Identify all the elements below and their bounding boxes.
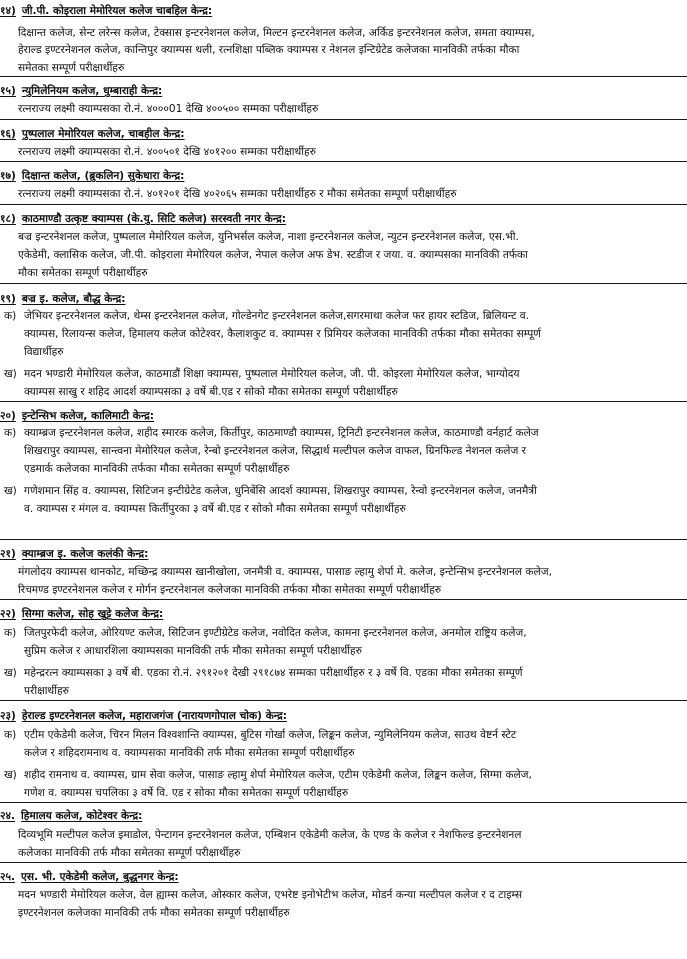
center-number: १८) <box>0 213 16 225</box>
sub-item-line: एटीम एकेडेमी कलेज, चिरन मिलन विश्वशान्ति क्याम्पस, बुटिस गोर्खा कलेज, लिङ्कन कलेज, न्युमिलेनियम कलेज, साउथ वेष्टर्न स्टेट <box>24 729 517 741</box>
sub-item-line: क्याम्ब्रज इन्टरनेशनल कलेज, शहीद स्मारक कलेज, किर्तीपुर, काठमाण्डौ क्याम्पस, ट्रिनिटी इन्टरनेशनल कलेज, काठमाण्डौ वर्नहार्ट कलेज <box>24 427 539 439</box>
center-heading <box>0 210 286 228</box>
center-number: २४. <box>0 810 16 822</box>
body-line: समेतका सम्पूर्ण परीक्षार्थीहरु <box>18 62 125 74</box>
sub-item-line: व. क्याम्पस र मंगल व. क्याम्पस किर्तीपुरका ३ वर्षे बी.एड र सोको मौका समेतका सम्पूर्ण परीक्षार्थीहरु <box>24 503 406 515</box>
sub-item-line: कलेज र शहिदरामनाथ व. क्याम्पसका मानविकी तर्फ मौका समेतका सम्पूर्ण परीक्षार्थीहरु <box>24 747 355 759</box>
center-number: २०) <box>0 410 16 422</box>
section-divider <box>0 802 687 803</box>
center-number: १४) <box>0 5 16 17</box>
body-line: रिचमण्ड इण्टरनेशनल कलेज र मोर्गन इन्टरनेशनल कलेजका मानविकी तर्फका मौका समेतका सम्पूर्ण परीक्षार्थीहरु <box>18 584 442 596</box>
section-divider <box>0 119 687 120</box>
center-name: पुष्पलाल मेमोरियल कलेज, चाबहील केन्द्र: <box>21 128 185 140</box>
section-divider <box>0 204 687 205</box>
sub-item-marker: क) <box>4 427 17 439</box>
section-divider <box>0 283 687 284</box>
body-line: रत्नराज्य लक्ष्मी क्याम्पसका रो.नं. ४००५०१ देखि ४०१२०० सम्मका परीक्षार्थीहरु <box>18 146 316 158</box>
center-heading <box>0 407 154 425</box>
center-name: हेराल्ड इण्टरनेशनल कलेज, महाराजगंज (नारायणगोपाल चोक) केन्द्र: <box>21 710 287 722</box>
sub-item-line: सुप्रिम कलेज र आधारशिला क्याम्पसका मानविकी तर्फ मौका समेतका सम्पूर्ण परीक्षार्थीहरु <box>24 645 362 657</box>
center-name: सिग्मा कलेज, सोह खुट्टे कलेज केन्द्र: <box>21 608 164 620</box>
center-heading <box>0 290 126 308</box>
body-line: रत्नराज्य लक्ष्मी क्याम्पसका रो.नं. ४०१२०१ देखि ४०२०६५ सम्मका परीक्षार्थीहरु र मौका समेतका सम्पूर्ण परीक्षार्थीहरु <box>18 188 457 200</box>
sub-item-line: शहीद रामनाथ व. क्याम्पस, ग्राम सेवा कलेज, पासाङ ल्हामु शेर्पा मेमोरियल कलेज, एटीम एकेडेमी कलेज, लिङ्कन कलेज, सिग्मा कलेज, <box>24 769 532 781</box>
center-heading <box>0 707 287 725</box>
center-number: १६) <box>0 128 16 140</box>
center-number: २५. <box>0 871 16 883</box>
center-number: १७) <box>0 170 16 182</box>
sub-item-marker: क) <box>4 310 17 322</box>
body-line: बज्र इन्टरनेशनल कलेज, पुष्पलाल मेमोरियल कलेज, युनिभर्सल कलेज, नाशा इन्टरनेशनल कलेज, न्युटन इन्टरनेशनल कलेज, एस.भी. <box>18 231 519 243</box>
center-heading <box>0 807 142 825</box>
body-line: एकेडेमी, क्लासिक कलेज, जी.पी. कोइराला मेमोरियल कलेज, नेपाल कलेज अफ डेभ. स्टडीज र जया. व. क्याम्पसका मानविकी तर्फका <box>18 249 528 261</box>
sub-item-marker: क) <box>4 729 17 741</box>
body-line: मौका समेतका सम्पूर्ण परीक्षार्थीहरु <box>18 267 148 279</box>
sub-item-line: महेन्द्ररत्न क्याम्पसका ३ वर्षे बी. एडका रो.नं. २९१२०१ देखी २९१८७४ सम्मका परीक्षार्थीहरु र ३ वर्षे वि. एडका मौका समेतका सम्पूर्ण <box>24 667 523 679</box>
body-line: हेराल्ड इण्टरनेशनल कलेज, कान्तिपुर क्याम्पस थली, रत्नशिक्षा पब्लिक क्याम्पस र नेशनल इन्टिग्रेटेड कलेजका मानविकी तर्फका मौका <box>18 44 520 56</box>
body-line: मंगलोदय क्याम्पस थानकोट, मच्छिन्द्र क्याम्पस खानीखोला, जनमैत्री व. क्याम्पस, पासाङ ल्हामु शेर्पा मे. कलेज, इन्टेन्सिभ इन्टरनेशनल कलेज, <box>18 566 552 578</box>
sub-item-line: मदन भण्डारी मेमोरियल कलेज, काठमाडौं शिक्षा क्याम्पस, पुष्पलाल मेमोरियल कलेज, जी. पी. कोइरला मेमोरियल कलेज, भाग्योदय <box>24 368 520 380</box>
body-line: दिक्षान्त कलेज, सेन्ट लरेन्स कलेज, टेक्सास इन्टरनेशनल कलेज, मिल्टन इन्टरनेशनल कलेज, अर्किड इन्टरनेशनल कलेज, समता क्याम्पस, <box>18 27 535 39</box>
sub-item-line: शिखरापुर क्याम्पस, सान्त्वना मेमोरियल कलेज, रेन्बो इन्टरनेशनल कलेज, सिद्धार्थ मल्टीपल कलेज वाफल, ग्रिनफिल्ड नेशनल कलेज र <box>24 445 527 457</box>
center-number: २२) <box>0 608 16 620</box>
sub-item-marker: ख) <box>4 485 17 497</box>
sub-item-marker: क) <box>4 627 17 639</box>
section-divider <box>0 700 687 701</box>
center-heading <box>0 82 162 100</box>
section-divider <box>0 599 687 600</box>
center-heading <box>0 167 184 185</box>
center-number: २३) <box>0 710 16 722</box>
center-number: १९) <box>0 293 16 305</box>
center-name: काठमाण्डौ उत्कृष्ट क्याम्पस (के.यु. सिटि कलेज) सरस्वती नगर केन्द्र: <box>21 213 286 225</box>
sub-item-line: जेभियर इन्टरनेशनल कलेज, थेम्स इन्टरनेशनल कलेज, गोल्डेनगेट इन्टरनेशनल कलेज,सगरमाथा कलेज फर हायर स्टडिज, ब्रिलियन्ट व. <box>24 310 530 322</box>
center-name: न्युमिलेनियम कलेज, धुम्बाराही केन्द्र: <box>21 85 163 97</box>
center-heading <box>0 545 148 563</box>
sub-item-line: गणेशमान सिंह व. क्याम्पस, सिटिजन इन्टीग्रेटेड कलेज, धुनिबेंसि आदर्श क्याम्पस, शिखरापुर क्याम्पस, रेन्वो इन्टरनेशनल कलेज, जनमैत्री <box>24 485 537 497</box>
center-name: इन्टेन्सिभ कलेज, कालिमाटी केन्द्र: <box>21 410 154 422</box>
center-name: हिमालय कलेज, कोटेश्वर केन्द्र: <box>21 810 143 822</box>
sub-item-line: विद्यार्थीहरु <box>24 346 64 358</box>
sub-item-line: परीक्षार्थीहरु <box>24 685 69 697</box>
sub-item-line: क्याम्पस, रिलायन्स कलेज, हिमालय कलेज कोटेश्वर, कैलाशकुट व. क्याम्पस र प्रिमियर कलेजका मानविकी तर्फका मौका समेतका सम्पूर्ण <box>24 328 541 340</box>
sub-item-line: गणेश व. क्याम्पस चपलिका ३ वर्षे वि. एड र सोका मौका समेतका सम्पूर्ण परीक्षार्थीहरु <box>24 787 349 799</box>
body-line: कलेजका मानविकी तर्फ मौका समेतका सम्पूर्ण परीक्षार्थीहरु <box>18 847 241 859</box>
sub-item-marker: ख) <box>4 769 17 781</box>
sub-item-line: क्याम्पस साखु र शहिद आदर्श क्याम्पसका ३ वर्षे बी.एड र सोको मौका समेतका सम्पूर्ण परीक्षार्थीहरु <box>24 386 398 398</box>
section-divider <box>0 161 687 162</box>
body-line: मदन भण्डारी मेमोरियल कलेज, वेल ह्याम्स कलेज, ओस्कार कलेज, एभरेष्ट इनोभेटीभ कलेज, मोडर्न कन्या मल्टीपल कलेज र द टाइम्स <box>18 889 523 901</box>
center-name: जी.पी. कोइराला मेमोरियल कलेज चाबहिल केन्द्र: <box>21 5 213 17</box>
center-name: क्याम्ब्रज इ. कलेज कलंकी केन्द्र: <box>21 548 149 560</box>
sub-item-line: एडमार्क कलेजका मानविकी तर्फका मौका समेतका सम्पूर्ण परीक्षार्थीहरु <box>24 463 290 475</box>
center-name: बज्र इ. कलेज, बौद्ध केन्द्र: <box>21 293 126 305</box>
center-heading <box>0 2 212 20</box>
body-line: इण्टरनेशनल कलेजका मानविकी तर्फ मौका समेतका सम्पूर्ण परीक्षार्थीहरु <box>18 907 290 919</box>
section-divider <box>0 862 687 863</box>
center-number: २१) <box>0 548 16 560</box>
center-heading <box>0 125 185 143</box>
body-line: दिव्यभूमि मल्टीपल कलेज इमाडोल, पेन्टागन इन्टरनेशनल कलेज, एम्बिशन एकेडेमी कलेज, के एण्ड के कलेज र नेशफिल्ड इन्टरनेशनल <box>18 829 522 841</box>
center-name: दिक्षान्त कलेज, (ब्रुकलिन) सुकेधारा केन्द्र: <box>21 170 185 182</box>
center-name: एस. भी. एकेडेमी कलेज, बुद्धनगर केन्द्र: <box>21 871 179 883</box>
center-heading <box>0 605 163 623</box>
center-number: १५) <box>0 85 16 97</box>
section-divider <box>0 401 687 402</box>
sub-item-marker: ख) <box>4 667 17 679</box>
center-heading <box>0 868 179 886</box>
section-divider <box>0 539 687 540</box>
sub-item-marker: ख) <box>4 368 17 380</box>
body-line: रत्नराज्य लक्ष्मी क्याम्पसका रो.नं. ४०००01 देखि ४००५०० सम्मका परीक्षार्थीहरु <box>18 103 319 115</box>
sub-item-line: जितपुरफेदी कलेज, ओरियण्ट कलेज, सिटिजन इण्टीग्रेटेड कलेज, नवोदित कलेज, कामना इन्टरनेशनल कलेज, अनमोल राष्ट्रिय कलेज, <box>24 627 527 639</box>
